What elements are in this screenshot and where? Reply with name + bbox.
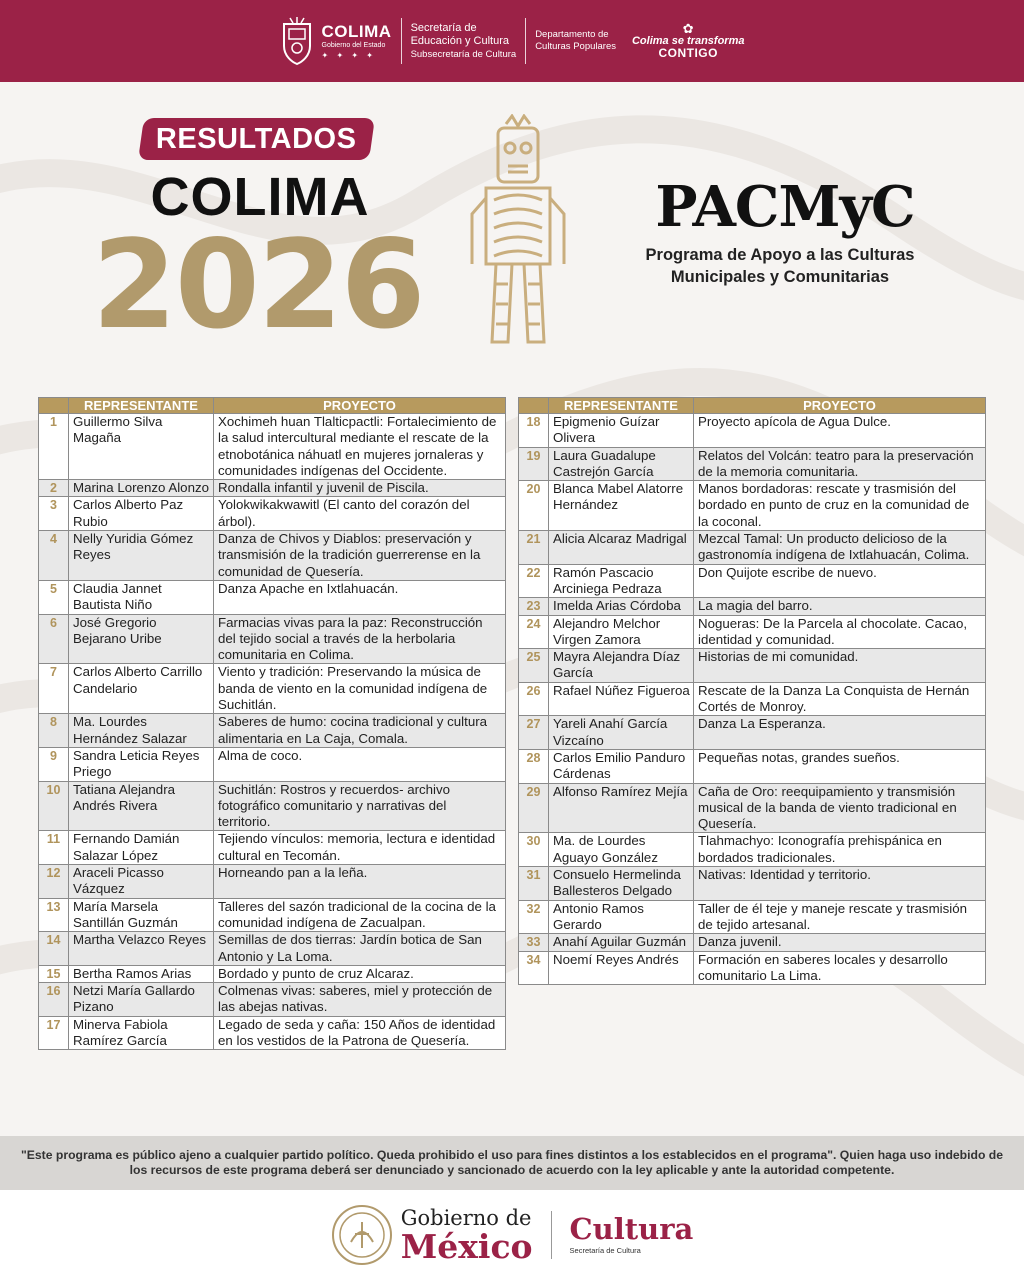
cultura-title: Cultura	[569, 1212, 694, 1247]
row-representante: Netzi María Gallardo Pizano	[69, 983, 214, 1017]
row-representante: Laura Guadalupe Castrejón García	[549, 447, 694, 481]
row-proyecto: Danza de Chivos y Diablos: preservación y transmisión de la tradición guerrerense en la comunidad de Quesería.	[214, 531, 506, 581]
colima-logo-text: COLIMA	[321, 21, 392, 41]
header-proyecto: PROYECTO	[214, 398, 506, 414]
row-proyecto: Proyecto apícola de Agua Dulce.	[694, 414, 986, 448]
row-representante: Minerva Fabiola Ramírez García	[69, 1016, 214, 1050]
row-proyecto: La magia del barro.	[694, 598, 986, 615]
table-row	[39, 664, 506, 714]
row-number: 12	[39, 865, 69, 899]
table-row	[39, 932, 506, 966]
row-proyecto: Don Quijote escribe de nuevo.	[694, 564, 986, 598]
row-number: 24	[519, 615, 549, 649]
row-proyecto: Danza La Esperanza.	[694, 716, 986, 750]
row-proyecto: Talleres del sazón tradicional de la cocina de la comunidad indígena de Zacualpan.	[214, 898, 506, 932]
row-representante: Fernando Damián Salazar López	[69, 831, 214, 865]
row-proyecto: Semillas de dos tierras: Jardín botica de San Antonio y La Loma.	[214, 932, 506, 966]
footer-divider	[551, 1211, 552, 1259]
row-representante: Noemí Reyes Andrés	[549, 951, 694, 985]
results-table-right	[518, 397, 986, 985]
row-proyecto: Tejiendo vínculos: memoria, lectura e identidad cultural en Tecomán.	[214, 831, 506, 865]
table-row	[39, 614, 506, 664]
row-representante: Consuelo Hermelinda Ballesteros Delgado	[549, 867, 694, 901]
header-representante: REPRESENTANTE	[69, 398, 214, 414]
colima-logo-subtext: Gobierno del Estado	[321, 41, 386, 49]
row-number: 25	[519, 649, 549, 683]
row-number: 9	[39, 747, 69, 781]
row-representante: Nelly Yuridia Gómez Reyes	[69, 531, 214, 581]
row-representante: Alfonso Ramírez Mejía	[549, 783, 694, 833]
departamento-line1: Departamento de	[535, 29, 609, 40]
year-title: 2026	[92, 214, 424, 356]
cultura-logo	[569, 1212, 694, 1256]
table-row	[519, 951, 986, 985]
row-number: 23	[519, 598, 549, 615]
row-representante: Alicia Alcaraz Madrigal	[549, 531, 694, 565]
colima-shield-icon	[280, 16, 314, 66]
table-header-row	[519, 398, 986, 414]
table-row	[39, 781, 506, 831]
row-proyecto: Caña de Oro: reequipamiento y transmisión musical de la banda de viento tradicional en Quesería.	[694, 783, 986, 833]
gob-line2: México	[400, 1226, 533, 1266]
table-row	[519, 867, 986, 901]
results-table-left	[38, 397, 506, 1050]
table-row	[39, 531, 506, 581]
row-representante: Mayra Alejandra Díaz García	[549, 649, 694, 683]
row-representante: María Marsela Santillán Guzmán	[69, 898, 214, 932]
row-proyecto: Legado de seda y caña: 150 Años de identidad en los vestidos de la Patrona de Quesería.	[214, 1016, 506, 1050]
row-representante: Carlos Alberto Paz Rubio	[69, 497, 214, 531]
row-proyecto: Suchitlán: Rostros y recuerdos- archivo fotográfico comunitario y narrativas del territorio.	[214, 781, 506, 831]
table-row	[39, 898, 506, 932]
row-proyecto: Alma de coco.	[214, 747, 506, 781]
row-representante: Imelda Arias Córdoba	[549, 598, 694, 615]
row-number: 5	[39, 580, 69, 614]
row-number: 33	[519, 934, 549, 951]
secretaria-line3: Subsecretaría de Cultura	[410, 48, 517, 60]
row-representante: Tatiana Alejandra Andrés Rivera	[69, 781, 214, 831]
table-row	[519, 833, 986, 867]
national-seal-icon	[331, 1204, 393, 1266]
table-row	[519, 447, 986, 481]
table-row	[39, 414, 506, 480]
row-proyecto: Bordado y punto de cruz Alcaraz.	[214, 965, 506, 982]
flower-icon: ✿	[682, 21, 694, 37]
header-bar	[0, 0, 1024, 82]
results-badge-text: RESULTADOS	[156, 122, 357, 155]
table-row	[519, 900, 986, 934]
row-proyecto: Taller de él teje y maneje rescate y trasmisión de tejido artesanal.	[694, 900, 986, 934]
table-row	[519, 682, 986, 716]
row-number: 15	[39, 965, 69, 982]
row-representante: Antonio Ramos Gerardo	[549, 900, 694, 934]
row-proyecto: Farmacias vivas para la paz: Reconstrucción del tejido social a través de la herbolaria comunitaria en Colima.	[214, 614, 506, 664]
row-proyecto: Rescate de la Danza La Conquista de Hernán Cortés de Monroy.	[694, 682, 986, 716]
header-num	[39, 398, 69, 414]
table-row	[519, 934, 986, 951]
row-number: 14	[39, 932, 69, 966]
row-number: 1	[39, 414, 69, 480]
row-number: 11	[39, 831, 69, 865]
table-row	[39, 1016, 506, 1050]
row-representante: Ramón Pascacio Arciniega Pedraza	[549, 564, 694, 598]
row-representante: Ma. de Lourdes Aguayo González	[549, 833, 694, 867]
row-number: 21	[519, 531, 549, 565]
row-representante: Rafael Núñez Figueroa	[549, 682, 694, 716]
footer	[0, 1190, 1024, 1280]
header-representante: REPRESENTANTE	[549, 398, 694, 414]
row-representante: José Gregorio Bejarano Uribe	[69, 614, 214, 664]
row-number: 32	[519, 900, 549, 934]
table-row	[39, 965, 506, 982]
row-proyecto: Xochimeh huan Tlalticpactli: Fortalecimiento de la salud intercultural mediante el rescate de la etnobotánica náhuatl en mujeres jornaleras y comunidades indígenas del Occidente.	[214, 414, 506, 480]
slogan-line1: Colima se transforma	[631, 34, 745, 47]
prehispanic-figure-icon	[468, 114, 568, 350]
row-number: 19	[519, 447, 549, 481]
table-row	[519, 749, 986, 783]
row-number: 27	[519, 716, 549, 750]
row-representante: Marina Lorenzo Alonzo	[69, 480, 214, 497]
gobierno-de-mexico-logo	[400, 1205, 533, 1266]
legal-notice-band	[0, 1136, 1024, 1190]
row-representante: Carlos Emilio Panduro Cárdenas	[549, 749, 694, 783]
row-proyecto: Yolokwikakwawitl (El canto del corazón del árbol).	[214, 497, 506, 531]
row-number: 8	[39, 714, 69, 748]
table-row	[519, 481, 986, 531]
row-number: 18	[519, 414, 549, 448]
gob-line1: Gobierno de	[400, 1205, 532, 1230]
table-row	[519, 598, 986, 615]
row-number: 4	[39, 531, 69, 581]
row-representante: Yareli Anahí García Vizcaíno	[549, 716, 694, 750]
row-number: 2	[39, 480, 69, 497]
row-proyecto: Nativas: Identidad y territorio.	[694, 867, 986, 901]
table-row	[39, 497, 506, 531]
cultura-subtitle: Secretaría de Cultura	[569, 1246, 641, 1256]
table-row	[519, 716, 986, 750]
table-row	[39, 983, 506, 1017]
row-number: 10	[39, 781, 69, 831]
row-representante: Alejandro Melchor Virgen Zamora	[549, 615, 694, 649]
row-representante: Epigmenio Guízar Olivera	[549, 414, 694, 448]
row-proyecto: Mezcal Tamal: Un producto delicioso de la gastronomía indígena de Ixtlahuacán, Colima.	[694, 531, 986, 565]
header-proyecto: PROYECTO	[694, 398, 986, 414]
program-name-line2: Municipales y Comunitarias	[670, 268, 890, 286]
row-number: 31	[519, 867, 549, 901]
table-row	[39, 580, 506, 614]
hero	[0, 82, 1024, 382]
row-representante: Araceli Picasso Vázquez	[69, 865, 214, 899]
departamento-line2: Culturas Populares	[535, 41, 616, 52]
row-proyecto: Pequeñas notas, grandes sueños.	[694, 749, 986, 783]
row-representante: Guillermo Silva Magaña	[69, 414, 214, 480]
row-number: 26	[519, 682, 549, 716]
secretaria-line1: Secretaría de	[410, 21, 477, 34]
secretaria-line2: Educación y Cultura	[410, 34, 510, 47]
row-proyecto: Historias de mi comunidad.	[694, 649, 986, 683]
row-proyecto: Formación en saberes locales y desarrollo comunitario La Lima.	[694, 951, 986, 985]
program-name	[610, 244, 950, 288]
row-proyecto: Rondalla infantil y juvenil de Piscila.	[214, 480, 506, 497]
program-acronym: PACMyC	[655, 174, 915, 240]
row-proyecto: Tlahmachyo: Iconografía prehispánica en bordados tradicionales.	[694, 833, 986, 867]
row-proyecto: Saberes de humo: cocina tradicional y cultura alimentaria en La Caja, Comala.	[214, 714, 506, 748]
table-row	[39, 865, 506, 899]
row-number: 20	[519, 481, 549, 531]
row-number: 34	[519, 951, 549, 985]
row-number: 22	[519, 564, 549, 598]
row-number: 7	[39, 664, 69, 714]
row-representante: Bertha Ramos Arias	[69, 965, 214, 982]
table-row	[519, 783, 986, 833]
table-row	[519, 649, 986, 683]
legal-notice: "Este programa es público ajeno a cualquier partido político. Queda prohibido el uso para fines distintos a los establecidos en el programa". Quien haga uso indebido de los recursos de este programa deberá ser denunciado y sancionado de acuerdo con la ley aplicable y ante la autoridad competente.	[21, 1148, 1003, 1177]
row-proyecto: Colmenas vivas: saberes, miel y protección de las abejas nativas.	[214, 983, 506, 1017]
table-row	[519, 615, 986, 649]
row-representante: Martha Velazco Reyes	[69, 932, 214, 966]
row-number: 28	[519, 749, 549, 783]
departamento-text	[535, 29, 616, 53]
results-badge	[138, 118, 375, 160]
row-representante: Claudia Jannet Bautista Niño	[69, 580, 214, 614]
header-num	[519, 398, 549, 414]
program-name-line1: Programa de Apoyo a las Culturas	[645, 246, 915, 264]
row-proyecto: Horneando pan a la leña.	[214, 865, 506, 899]
header-divider	[525, 18, 526, 64]
table-row	[519, 564, 986, 598]
table-header-row	[39, 398, 506, 414]
row-representante: Anahí Aguilar Guzmán	[549, 934, 694, 951]
table-row	[39, 831, 506, 865]
slogan	[632, 22, 744, 60]
header-divider	[401, 18, 402, 64]
row-representante: Sandra Leticia Reyes Priego	[69, 747, 214, 781]
row-number: 16	[39, 983, 69, 1017]
slogan-line2: CONTIGO	[658, 46, 718, 61]
row-number: 17	[39, 1016, 69, 1050]
row-number: 3	[39, 497, 69, 531]
row-number: 13	[39, 898, 69, 932]
table-row	[519, 414, 986, 448]
row-proyecto: Viento y tradición: Preservando la música de banda de viento en la comunidad indígena de Suchitlán.	[214, 664, 506, 714]
row-proyecto: Danza juvenil.	[694, 934, 986, 951]
row-number: 6	[39, 614, 69, 664]
row-representante: Ma. Lourdes Hernández Salazar	[69, 714, 214, 748]
row-number: 30	[519, 833, 549, 867]
row-number: 29	[519, 783, 549, 833]
colima-logo	[280, 16, 392, 66]
row-proyecto: Relatos del Volcán: teatro para la preservación de la memoria comunitaria.	[694, 447, 986, 481]
row-proyecto: Manos bordadoras: rescate y trasmisión del bordado en punto de cruz en la comunidad de la coconal.	[694, 481, 986, 531]
secretaria-text	[411, 22, 517, 61]
row-representante: Carlos Alberto Carrillo Candelario	[69, 664, 214, 714]
colima-logo-ornament: ✦ ✦ ✦ ✦	[321, 50, 376, 60]
table-row	[519, 531, 986, 565]
row-proyecto: Nogueras: De la Parcela al chocolate. Cacao, identidad y comunidad.	[694, 615, 986, 649]
table-row	[39, 480, 506, 497]
row-representante: Blanca Mabel Alatorre Hernández	[549, 481, 694, 531]
table-row	[39, 747, 506, 781]
table-row	[39, 714, 506, 748]
state-title: COLIMA	[150, 167, 370, 227]
row-proyecto: Danza Apache en Ixtlahuacán.	[214, 580, 506, 614]
